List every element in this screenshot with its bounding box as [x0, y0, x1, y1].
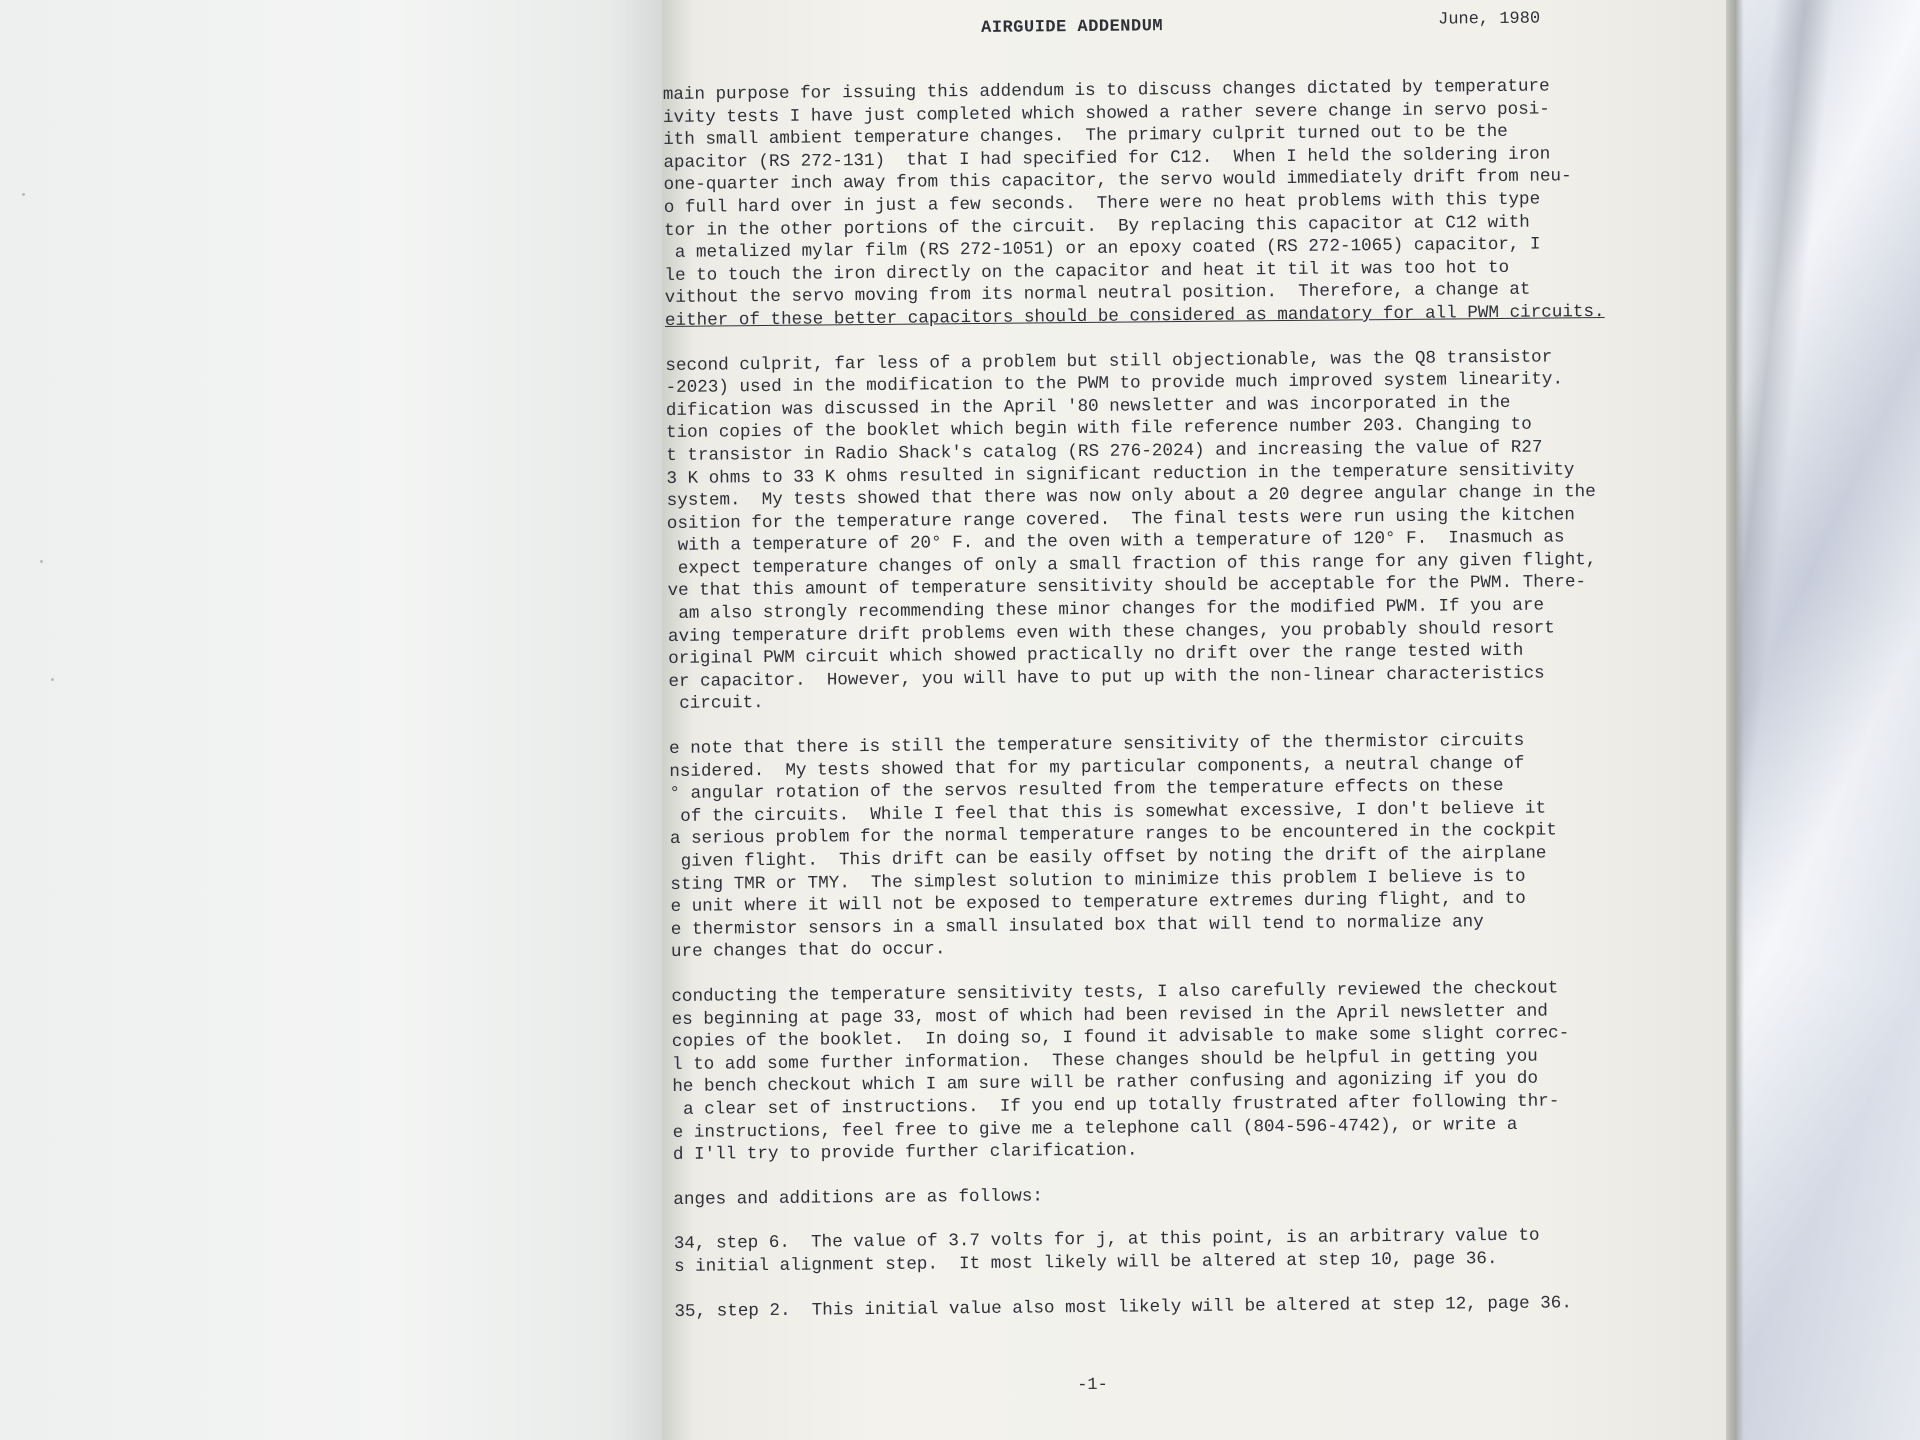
text-line: ve that this amount of temperature sensitivity should be acceptable for the PWM. There-: [667, 572, 1587, 602]
text-line: given flight. This drift can be easily offset by noting the drift of the airplane: [670, 843, 1547, 872]
left-blank-page: [0, 0, 662, 1440]
text-line: le to touch the iron directly on the capacitor and heat it til it was too hot to: [664, 257, 1510, 286]
text-line: nsidered. My tests showed that for my particular components, a neutral change of: [669, 753, 1525, 782]
text-line: -2023) used in the modification to the PWM to provide much improved system linearity.: [665, 369, 1564, 399]
text-line: am also strongly recommending these minor changes for the modified PWM. If you are: [667, 595, 1545, 625]
text-line: ith small ambient temperature changes. The primary culprit turned out to be the: [663, 122, 1508, 151]
document-date: June, 1980: [1438, 9, 1541, 30]
text-line: he bench checkout which I am sure will be rather confusing and agonizing if you do: [672, 1068, 1539, 1098]
text-line: d I'll try to provide further clarification.: [672, 1140, 1138, 1166]
text-line: tor in the other portions of the circuit. By replacing this capacitor at C12 with: [663, 212, 1530, 241]
text-line: ° angular rotation of the servos resulted from the temperature effects on these: [669, 776, 1504, 805]
paragraph-transistor: [665, 345, 1688, 716]
text-line: e note that there is still the temperature sensitivity of the thermistor circuits: [668, 730, 1525, 759]
paragraph-thermistor: [669, 728, 1691, 964]
text-line: er capacitor. However, you will have to put up with the non-linear characteristics: [668, 663, 1545, 692]
text-line: anges and additions are as follows:: [673, 1186, 1043, 1210]
text-line: aving temperature drift problems even with these changes, you probably should resort: [667, 618, 1555, 647]
text-line: copies of the booklet. In doing so, I found it advisable to make some slight correc-: [671, 1023, 1570, 1053]
text-line: a serious problem for the normal temperature ranges to be encountered in the cockpit: [669, 820, 1557, 850]
text-line: e instructions, feel free to give me a telephone call (804-596-4742), or write a: [672, 1114, 1518, 1143]
text-line: circuit.: [668, 693, 764, 715]
text-line: dification was discussed in the April '80 newsletter and was incorporated in the: [665, 392, 1511, 421]
text-line: osition for the temperature range covered. The final tests were run using the kitchen: [666, 504, 1575, 534]
text-line: es beginning at page 33, most of which had been revised in the April newsletter and: [671, 1001, 1549, 1030]
typed-sheet: [662, 4, 1692, 1396]
typed-page: [662, 0, 1726, 1440]
text-line: main purpose for issuing this addendum is to discuss changes dictated by temperature: [662, 76, 1550, 105]
text-line: t transistor in Radio Shack's catalog (RS 276-2024) and increasing the value of R27: [666, 437, 1543, 466]
text-line: sting TMR or TMY. The simplest solution to minimize this problem I believe is to: [670, 866, 1526, 895]
text-line: s initial alignment step. It most likely will be altered at step 10, page 36.: [673, 1248, 1498, 1277]
text-line: o full hard over in just a few seconds. There were no heat problems with this type: [663, 189, 1541, 218]
document-title: AIRGUIDE ADDENDUM: [981, 17, 1164, 38]
text-line: 34, step 6. The value of 3.7 volts for j, at this point, is an arbitrary value to: [673, 1225, 1540, 1255]
text-line: tion copies of the booklet which begin with file reference number 203. Changing to: [665, 414, 1532, 444]
text-line-underlined: either of these better capacitors should be considered as mandatory for all PWM circuits.: [664, 301, 1605, 331]
paper-speck: [51, 678, 54, 681]
text-line: with a temperature of 20° F. and the oven with a temperature of 120° F. Inasmuch as: [667, 527, 1565, 557]
text-line: apacitor (RS 272-131) that I had specified for C12. When I held the soldering iron: [663, 144, 1551, 173]
document-body: [663, 74, 1695, 1323]
text-line: e unit where it will not be exposed to temperature extremes during flight, and to: [670, 888, 1526, 918]
text-line: original PWM circuit which showed practically no drift over the range tested with: [668, 641, 1524, 670]
text-line: ivity tests I have just completed which showed a rather severe change in servo posi-: [662, 99, 1550, 128]
text-line: ure changes that do occur.: [670, 939, 946, 963]
page-number: -1-: [1077, 1375, 1108, 1396]
text-line: of the circuits. While I feel that this is somewhat excessive, I don't believe it: [669, 798, 1547, 827]
paragraph-checkout: [671, 976, 1693, 1167]
text-line: a clear set of instructions. If you end up totally frustrated after following thr-: [672, 1091, 1560, 1120]
text-line: 3 K ohms to 33 K ohms resulted in significant reduction in the temperature sensitivity: [666, 459, 1575, 489]
text-line: 35, step 2. This initial value also most likely will be altered at step 12, page 36.: [674, 1292, 1572, 1322]
paper-speck: [22, 193, 25, 196]
paragraph-capacitor: [663, 74, 1685, 332]
paper-speck: [40, 560, 43, 563]
text-line: second culprit, far less of a problem but still objectionable, was the Q8 transistor: [665, 347, 1553, 376]
text-line: one-quarter inch away from this capacitor, the servo would immediately drift from neu-: [663, 166, 1572, 196]
text-line: e thermistor sensors in a small insulated box that will tend to normalize any: [670, 911, 1484, 940]
text-line: a metalized mylar film (RS 272-1051) or an epoxy coated (RS 272-1065) capacitor, I: [664, 234, 1541, 264]
text-line: system. My tests showed that there was now only about a 20 degree angular change in the: [666, 482, 1596, 512]
text-line: vithout the servo moving from its normal neutral position. Therefore, a change at: [664, 280, 1531, 309]
text-line: l to add some further information. These changes should be helpful in getting you: [671, 1046, 1538, 1075]
text-line: expect temperature changes of only a small fraction of this range for any given flight,: [667, 549, 1597, 579]
text-line: conducting the temperature sensitivity tests, I also carefully reviewed the checkout: [671, 978, 1559, 1007]
